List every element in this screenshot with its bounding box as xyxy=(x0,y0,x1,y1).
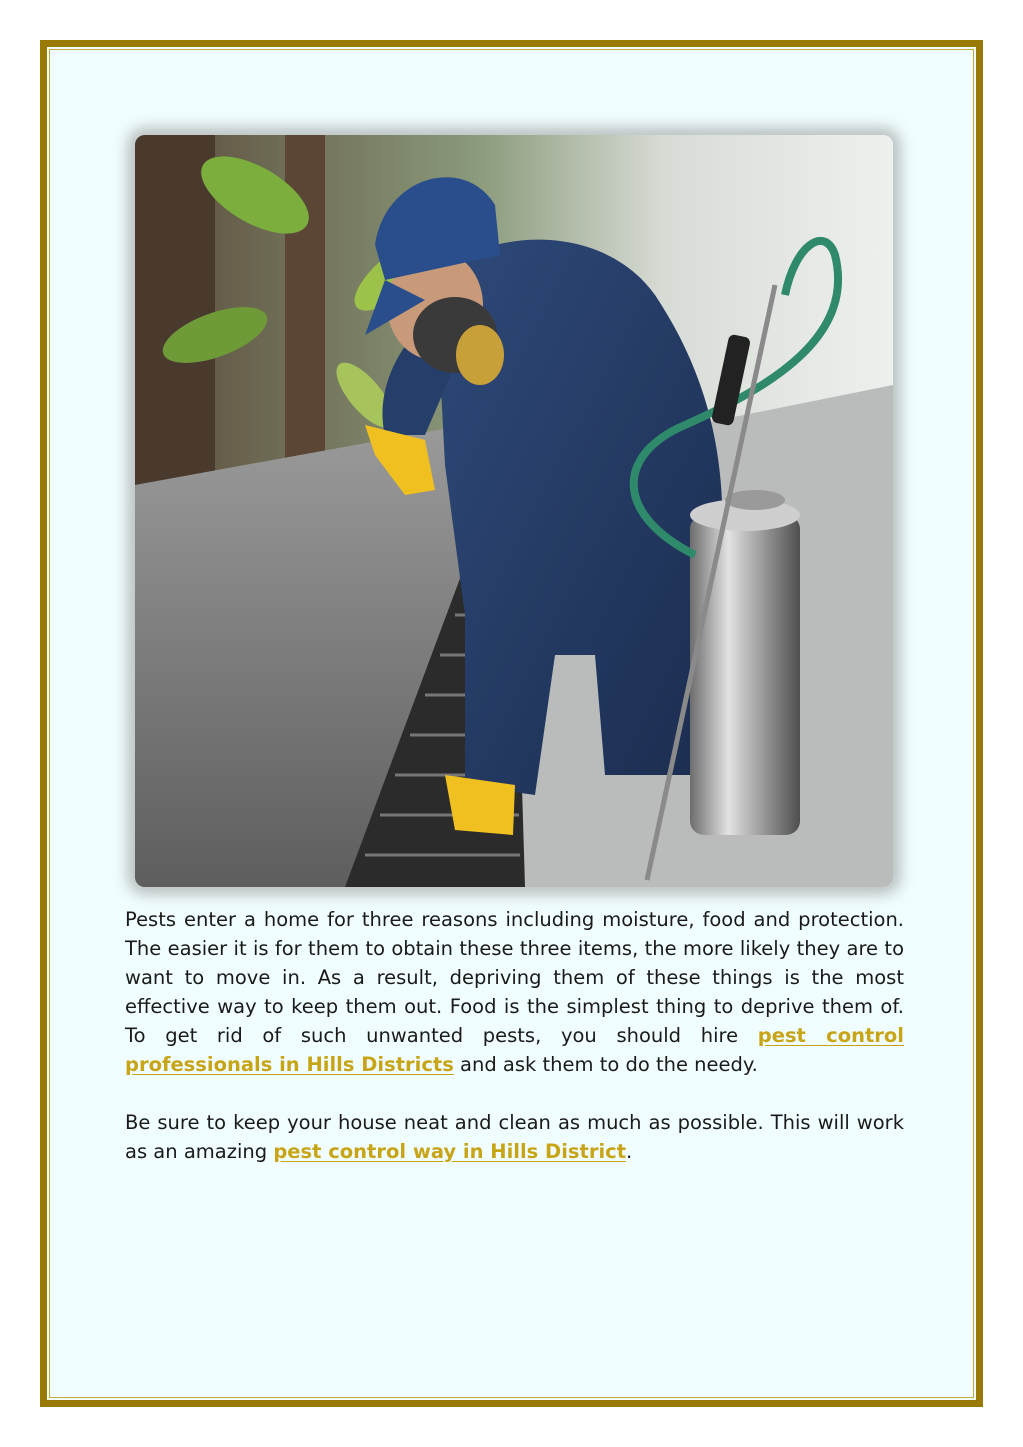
paragraph-1-text: Pests enter a home for three reasons including moisture, food and protection. The easier it is for them to obtain these three items, the more likely they are to want to move in. As a result, depriving them of these things is the most effective way to keep them out. Food is the simplest thing to deprive them of. To get rid of such unwanted pests, you should hire xyxy=(125,908,904,1047)
pest-control-photo xyxy=(135,135,893,887)
article-text xyxy=(125,905,904,1195)
paragraph-2-text-end: . xyxy=(626,1140,633,1163)
paragraph-1-text-end: and ask them to do the needy. xyxy=(453,1053,758,1076)
pest-control-professionals-link[interactable]: pest control professionals in Hills Districts xyxy=(125,1024,904,1076)
pest-control-way-link[interactable]: pest control way in Hills District xyxy=(273,1140,627,1163)
paragraph-2-text: Be sure to keep your house neat and clean as much as possible. This will work as an amazing xyxy=(125,1111,904,1163)
page-frame xyxy=(40,40,983,1407)
paragraph-1 xyxy=(125,905,904,1079)
paragraph-2 xyxy=(125,1108,904,1166)
